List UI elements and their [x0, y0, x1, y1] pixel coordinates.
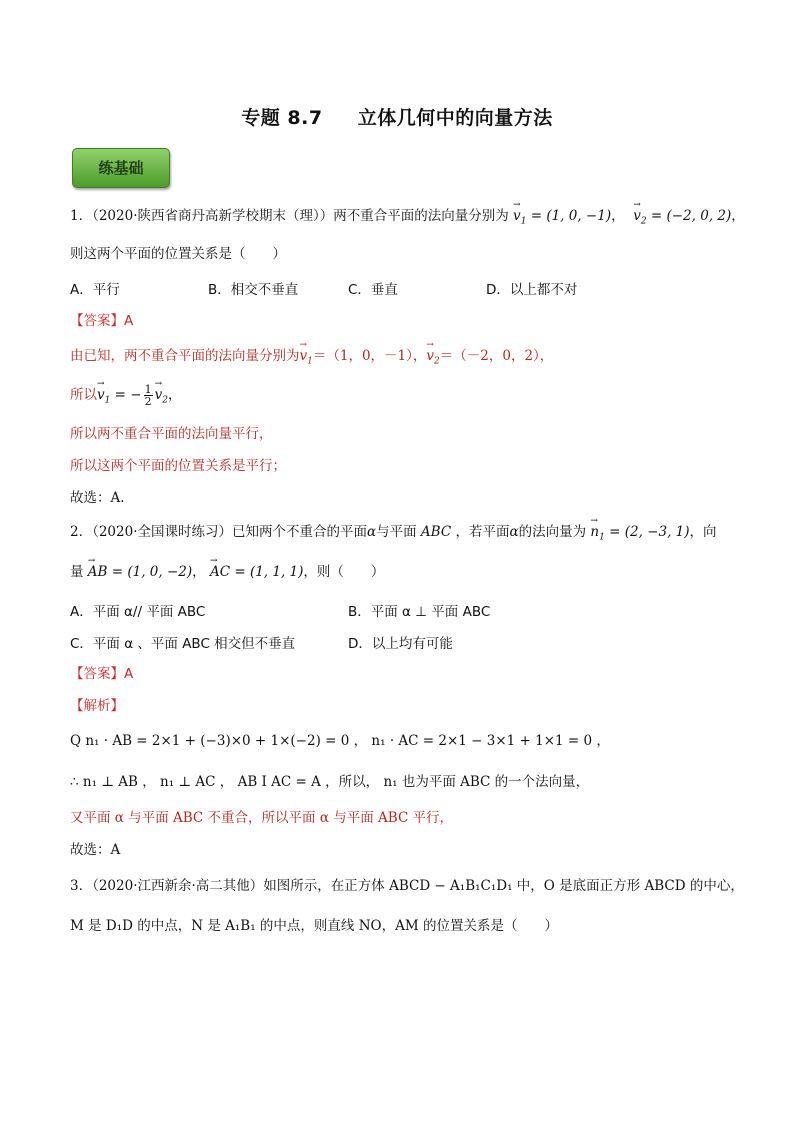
q2-answer-label: 【答案】A: [70, 666, 134, 682]
q2-stem-line1: 2．（2020·全国课时练习）已知两个不重合的平面α与平面 ABC ，若平面α的法向量为 → $n_1 = (2$, −3, 1)，向: [70, 522, 717, 548]
q2-option-c: C．平面 α 、平面 ABC 相交但不垂直: [70, 636, 296, 652]
q1-solution-line1: 由已知，两不重合平面的法向量分别为→ $v_1=(1$，0，－1），→ $v_2=(-2$，0，2），: [70, 346, 553, 372]
q1-stem-line2: 则这两个平面的位置关系是（ ）: [70, 246, 286, 262]
q1-solution-line2: 所以→ $v_1$ = − $\frac{1}{2}$ → $v_2$，: [70, 384, 181, 411]
q1-solution-line3: 所以两不重合平面的法向量平行，: [70, 426, 273, 442]
q1-option-a: A．平行: [70, 282, 120, 298]
q2-analysis-label: 【解析】: [70, 698, 124, 714]
vector-v2: → $v_2$: [633, 206, 646, 232]
page-title: [0, 103, 794, 130]
title-text: 立体几何中的向量方法: [357, 107, 553, 129]
q1-option-d: D．以上都不对: [486, 282, 578, 298]
q1-answer-label: 【答案】A: [70, 313, 134, 329]
fraction-half: $\frac{1}{2}$: [144, 383, 152, 408]
title-label: 专题 8.7: [241, 107, 323, 129]
q1-option-b: B．相交不垂直: [208, 282, 299, 298]
q2-stem-line2: 量 → AB = (1, 0, −2)， → AC = (1, 1, 1)，则（ ）: [70, 562, 384, 582]
q2-option-a: A．平面 α// 平面 ABC: [70, 604, 206, 620]
q1-option-c: C．垂直: [348, 282, 398, 298]
q3-stem-line2: M 是 D₁D 的中点，N 是 A₁B₁ 的中点，则直线 NO，AM 的位置关系是（ ）: [70, 918, 558, 934]
q1-solution-line5: 故选：A.: [70, 490, 125, 506]
q2-analysis-line3: 又平面 α 与平面 ABC 不重合，所以平面 α 与平面 ABC 平行，: [70, 810, 454, 826]
q2-analysis-line1: Q n₁ · AB = 2×1 + (−3)×0 + 1×(−2) = 0 ， n₁ · AC = 2×1 − 3×1 + 1×1 = 0 ，: [70, 733, 610, 749]
q3-stem-line1: 3．（2020·江西新余·高二其他）如图所示，在正方体 ABCD − A₁B₁C₁D₁ 中，O 是底面正方形 ABCD 的中心，: [70, 878, 744, 894]
q1-stem-line1: 1．（2020·陕西省商丹高新学校期末（理））两不重合平面的法向量分别为 → $v_1 = (1$, 0, −1)， → $v_2 = (-2$, 0, 2)，: [70, 206, 745, 232]
vector-v1: → $v_1$: [513, 206, 526, 232]
q2-analysis-line2: ∴ n₁ ⊥ AB ， n₁ ⊥ AC ， AB I AC = A ，所以， n₁ 也为平面 ABC 的一个法向量，: [70, 774, 590, 790]
q2-option-b: B．平面 α ⊥ 平面 ABC: [348, 604, 491, 620]
q1-solution-line4: 所以这两个平面的位置关系是平行；: [70, 458, 286, 474]
section-badge: 练基础: [72, 148, 170, 188]
q2-analysis-line4: 故选：A: [70, 842, 121, 858]
q2-option-d: D．以上均有可能: [348, 636, 453, 652]
